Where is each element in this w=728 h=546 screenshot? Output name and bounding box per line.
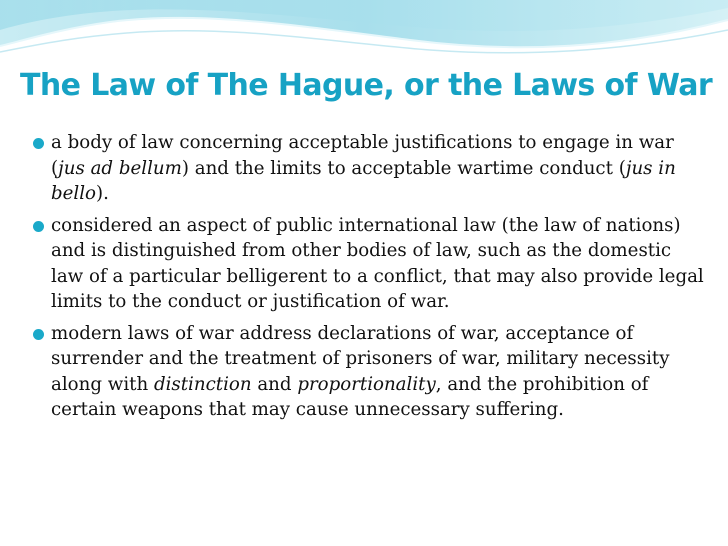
text-run: , and the prohibition of certain weapons that may cause unnecessary suffering. xyxy=(51,373,649,420)
text-run: modern laws of war address declarations of war, acceptance of surrender and the treatment of prisoners of war, military necessity along with xyxy=(51,322,670,395)
bullet-text xyxy=(51,323,669,421)
bullet-text xyxy=(51,215,704,313)
bullet-list xyxy=(33,130,705,429)
slide-title: The Law of The Hague, or the Laws of War xyxy=(20,68,713,103)
term-distinction: distinction xyxy=(153,373,252,395)
filled-circle-bullet-icon xyxy=(33,221,44,232)
bullet-item-modern-laws xyxy=(33,321,705,423)
latin-term-jus-ad-bellum: jus ad bellum xyxy=(58,157,182,179)
bullet-item-justifications xyxy=(33,130,705,207)
header-wave-decoration xyxy=(0,0,728,70)
term-proportionality: proportionality xyxy=(297,373,436,395)
filled-circle-bullet-icon xyxy=(33,138,44,149)
bullet-item-international-law xyxy=(33,213,705,315)
text-run: ) and the limits to acceptable wartime conduct ( xyxy=(181,157,626,179)
text-run: ). xyxy=(96,183,109,204)
text-run: a body of law concerning acceptable justifications to engage in war ( xyxy=(51,132,674,179)
filled-circle-bullet-icon xyxy=(33,329,44,340)
bullet-text xyxy=(51,132,676,204)
latin-term-jus-in-bello: jus in bello xyxy=(51,157,676,204)
text-run: considered an aspect of public international law (the law of nations) and is distinguished from other bodies of law, such as the domestic law of a particular belligerent to a conflict, that may also provide legal limits to the conduct or justification of war. xyxy=(51,214,704,312)
text-run: and xyxy=(251,373,298,395)
